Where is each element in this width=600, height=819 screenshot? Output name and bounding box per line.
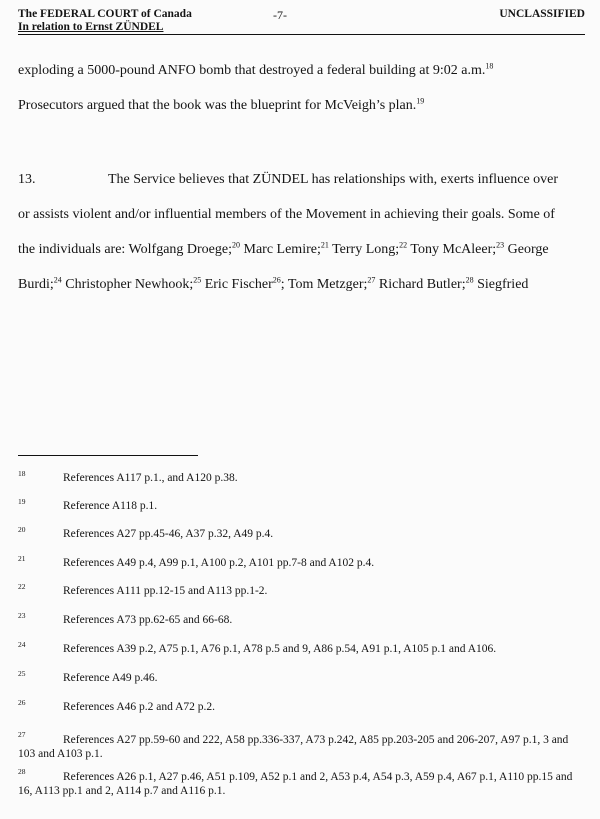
footnote-text: References A49 p.4, A99 p.1, A100 p.2, A101 pp.7-8 and A102 p.4. [63, 557, 375, 569]
classification-label: UNCLASSIFIED [499, 8, 585, 20]
footnote-text: References A117 p.1., and A120 p.38. [63, 472, 238, 484]
footnote-ref: 21 [320, 240, 329, 250]
p13-line-3 [18, 242, 549, 258]
footnote-ref: 26 [272, 275, 281, 285]
body-text: Christopher Newhook; [61, 277, 194, 292]
footnote-ref: 25 [193, 275, 202, 285]
footnote-number: 18 [18, 469, 26, 478]
footnote-text: References A111 pp.12-15 and A113 pp.1-2. [63, 585, 268, 597]
p13-line-2: or assists violent and/or influential members of the Movement in achieving their goals. Some of [18, 207, 555, 222]
footnote-number: 21 [18, 554, 26, 563]
body-text: Tony McAleer; [407, 242, 497, 257]
footnote-text: Reference A49 p.46. [63, 672, 158, 684]
footnote-text: References A73 pp.62-65 and 66-68. [63, 614, 233, 626]
p13-line-1: The Service believes that ZÜNDEL has relationships with, exerts influence over [108, 172, 559, 187]
footnote-number: 24 [18, 640, 26, 649]
body-text: Terry Long; [328, 242, 400, 257]
footnote-text: References A39 p.2, A75 p.1, A76 p.1, A78 p.5 and 9, A86 p.54, A91 p.1, A105 p.1 and A106. [63, 643, 497, 655]
footnote-text: References A46 p.2 and A72 p.2. [63, 701, 216, 713]
page-header [18, 8, 585, 35]
footnote-number: 22 [18, 582, 26, 591]
footnote-ref: 23 [496, 240, 505, 250]
footnote-text: References A27 pp.45-46, A37 p.32, A49 p.4. [63, 528, 274, 540]
footnote-divider [18, 455, 198, 456]
body-text: Burdi; [18, 277, 54, 292]
footnote-number: 19 [18, 497, 26, 506]
footnote-number: 28 [18, 767, 26, 776]
p13-line-4 [18, 277, 528, 293]
body-line-1 [18, 63, 493, 79]
body-line-2 [18, 98, 424, 114]
body-text: Eric Fischer [201, 277, 273, 292]
body-text: exploding a 5000-pound ANFO bomb that destroyed a federal building at 9:02 a.m. [18, 63, 486, 78]
footnote-number: 20 [18, 525, 26, 534]
body-text: ; Tom Metzger; [280, 277, 368, 292]
body-text: Prosecutors argued that the book was the blueprint for McVeigh’s plan. [18, 98, 417, 113]
body-text: Marc Lemire; [240, 242, 321, 257]
paragraph-number: 13. [18, 172, 36, 187]
footnote-ref: 18 [485, 61, 494, 71]
body-text: George [504, 242, 549, 257]
body-text: the individuals are: Wolfgang Droege; [18, 242, 232, 257]
footnote-ref: 19 [416, 96, 425, 106]
court-name: The FEDERAL COURT of Canada [18, 8, 192, 20]
footnote-ref: 27 [367, 275, 376, 285]
footnote-number: 26 [18, 698, 26, 707]
footnote-ref: 28 [465, 275, 474, 285]
body-text: Richard Butler; [375, 277, 466, 292]
footnote-ref: 24 [53, 275, 62, 285]
footnote-number: 27 [18, 730, 26, 739]
footnote-ref: 22 [399, 240, 408, 250]
footnote-text: Reference A118 p.1. [63, 500, 158, 512]
footnote [18, 730, 588, 761]
footnote-text: References A26 p.1, A27 p.46, A51 p.109, A52 p.1 and 2, A53 p.4, A54 p.3, A59 p.4, A67 p.1, A110 pp.15 and 16, A113 pp.1 and 2, A114 p.7 and A116 p.1. [18, 771, 573, 797]
footnote-number: 25 [18, 669, 26, 678]
body-text: Siegfried [473, 277, 529, 292]
case-relation: In relation to Ernst ZÜNDEL [18, 21, 164, 33]
footnote-number: 23 [18, 611, 26, 620]
footnote-text: References A27 pp.59-60 and 222, A58 pp.336-337, A73 p.242, A85 pp.203-205 and 206-207, A97 p.1, 3 and 103 and A103 p.1. [18, 734, 569, 760]
page-number: -7- [273, 8, 287, 22]
footnote [18, 767, 588, 798]
footnote-ref: 20 [232, 240, 240, 250]
